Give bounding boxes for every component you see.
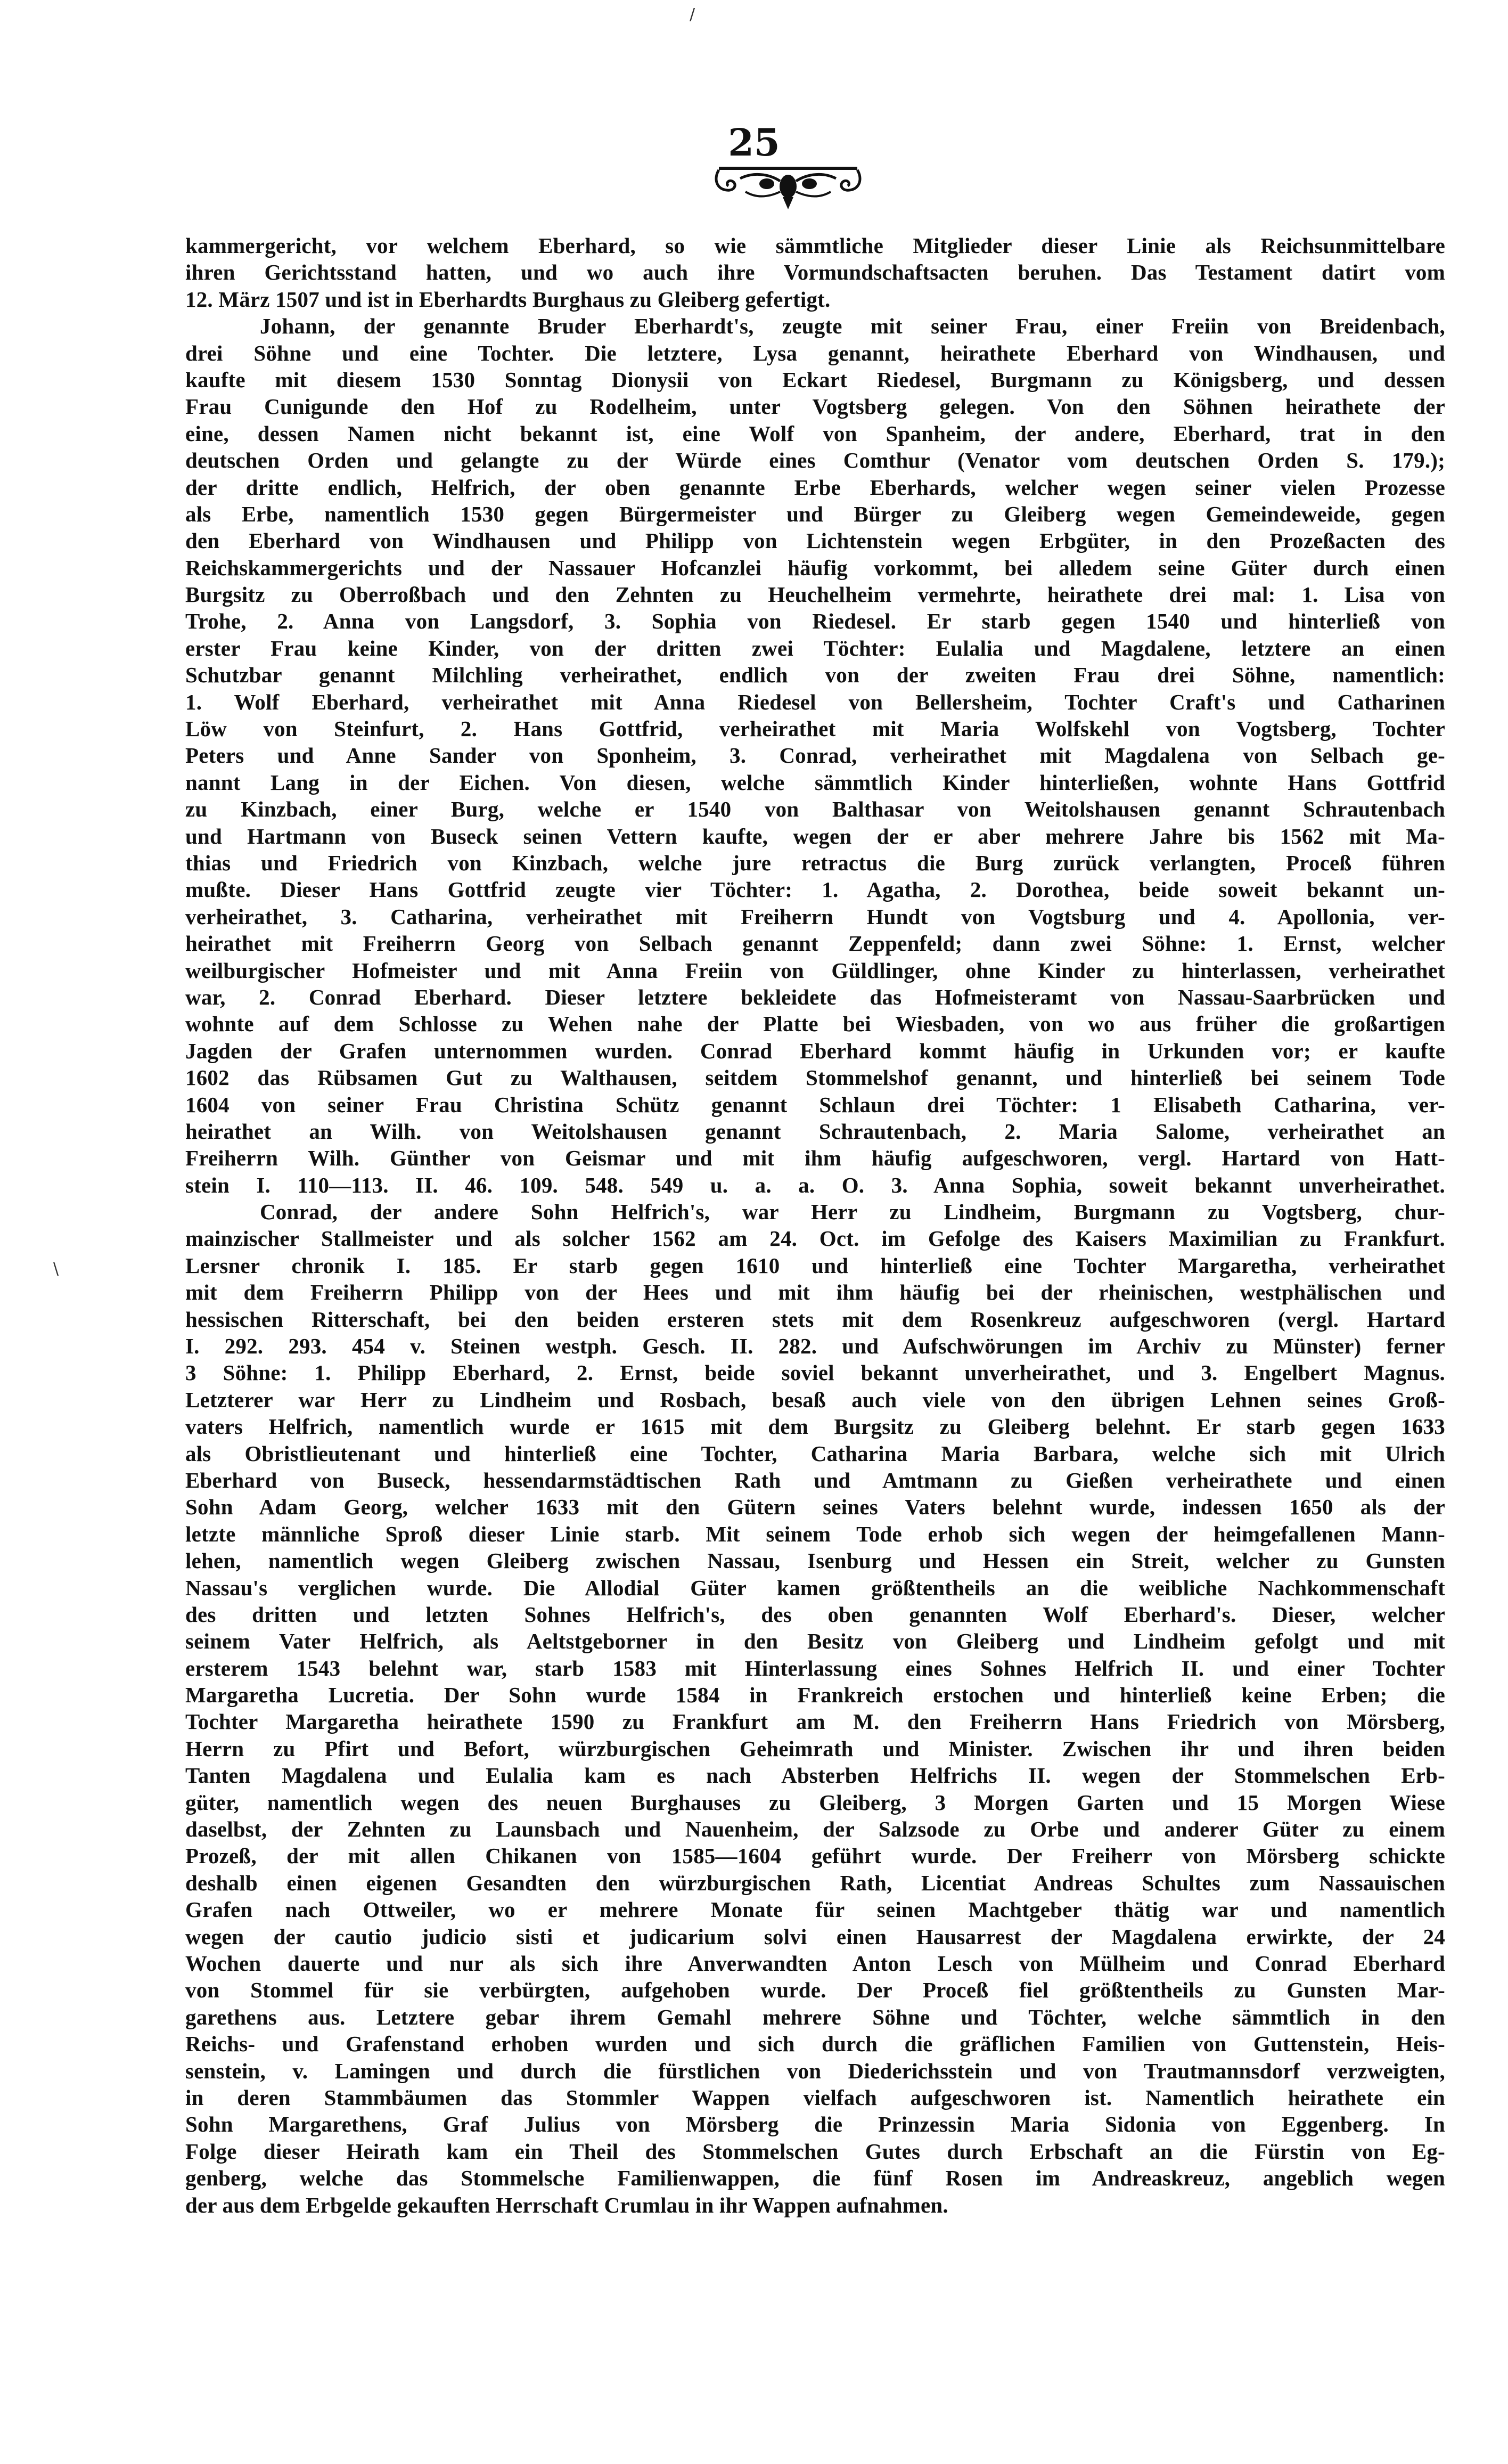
text-line: Sohn Margarethens, Graf Julius von Mörsberg die Prinzessin Maria Sidonia von Eggenberg. In [185,2112,1445,2137]
text-line: Löw von Steinfurt, 2. Hans Gottfrid, verheirathet mit Maria Wolfskehl von Vogtsberg, Tochter [185,716,1445,741]
text-line: I. 292. 293. 454 v. Steinen westph. Gesch. II. 282. und Aufschwörungen im Archiv zu Münster) ferner [185,1334,1445,1359]
text-line: güter, namentlich wegen des neuen Burghauses zu Gleiberg, 3 Morgen Garten und 15 Morgen Wiese [185,1790,1445,1815]
text-line: Prozeß, der mit allen Chikanen von 1585—1604 geführt wurde. Der Freiherr von Mörsberg schickte [185,1843,1445,1869]
text-line: Conrad, der andere Sohn Helfrich's, war Herr zu Lindheim, Burgmann zu Vogtsberg, chur- [260,1200,1445,1225]
text-line: drei Söhne und eine Tochter. Die letztere, Lysa genannt, heirathete Eberhard von Windhausen, und [185,340,1445,365]
text-line: ihren Gerichtsstand hatten, und wo auch ihre Vormundschaftsacten beruhen. Das Testament datirt vom [185,260,1445,285]
text-line: heirathet an Wilh. von Weitolshausen genannt Schrautenbach, 2. Maria Salome, verheirathet an [185,1119,1445,1144]
text-line: lehen, namentlich wegen Gleiberg zwischen Nassau, Isenburg und Hessen ein Streit, welcher zu Gunsten [185,1548,1445,1573]
text-line: Letzterer war Herr zu Lindheim und Rosbach, besaß auch viele von den übrigen Lehnen seines Groß- [185,1387,1445,1412]
text-line: wegen der cautio judicio sisti et judicarium solvi einen Hausarrest der Magdalena erwirkte, der 24 [185,1924,1445,1949]
decorative-ornament [708,162,868,210]
text-line: der dritte endlich, Helfrich, der oben genannte Erbe Eberhards, welcher wegen seiner vielen Prozesse [185,475,1445,500]
text-line: zu Kinzbach, einer Burg, welche er 1540 von Balthasar von Weitolshausen genannt Schrautenbach [185,797,1445,822]
text-line: mainzischer Stallmeister und als solcher 1562 am 24. Oct. im Gefolge des Kaisers Maximilian zu Frankfurt. [185,1226,1445,1251]
text-line: letzte männliche Sproß dieser Linie starb. Mit seinem Tode erhob sich wegen der heimgefallenen Mann- [185,1521,1445,1546]
text-line: Herrn zu Pfirt und Befort, würzburgischen Geheimrath und Minister. Zwischen ihr und ihren beiden [185,1736,1445,1761]
text-line: der aus dem Erbgelde gekauften Herrschaft Crumlau in ihr Wappen aufnahmen. [185,2192,948,2217]
text-line: Eberhard von Buseck, hessendarmstädtischen Rath und Amtmann zu Gießen verheirathete und einen [185,1467,1445,1492]
text-line: deshalb einen eigenen Gesandten den würzburgischen Rath, Licentiat Andreas Schultes zum Nassauischen [185,1870,1445,1895]
text-line: von Stommel für sie verbürgten, aufgehoben wurde. Der Proceß fiel größtentheils zu Gunsten Mar- [185,1978,1445,2003]
text-line: verheirathet, 3. Catharina, verheirathet mit Freiherrn Hundt von Vogtsburg und 4. Apollonia, ver- [185,904,1445,929]
scan-mark: / [690,5,695,24]
text-line: thias und Friedrich von Kinzbach, welche jure retractus die Burg zurück verlangten, Proceß führen [185,850,1445,875]
text-line: Johann, der genannte Bruder Eberhardt's, zeugte mit seiner Frau, einer Freiin von Breidenbach, [260,314,1445,339]
scan-mark: \ [53,1260,59,1278]
text-line: Nassau's verglichen wurde. Die Allodial Güter kamen größtentheils an die weibliche Nachkommenschaft [185,1575,1445,1600]
text-line: wohnte auf dem Schlosse zu Wehen nahe der Platte bei Wiesbaden, von wo aus früher die großartigen [185,1011,1445,1037]
text-line: eine, dessen Namen nicht bekannt ist, eine Wolf von Spanheim, der andere, Eberhard, trat in den [185,421,1445,446]
text-line: Jagden der Grafen unternommen wurden. Conrad Eberhard kommt häufig in Urkunden vor; er kaufte [185,1038,1445,1063]
text-line: 1604 von seiner Frau Christina Schütz genannt Schlaun drei Töchter: 1 Elisabeth Catharina, ver- [185,1092,1445,1117]
text-line: Grafen nach Ottweiler, wo er mehrere Monate für seinen Machtgeber thätig war und namentlich [185,1897,1445,1922]
text-line: kaufte mit diesem 1530 Sonntag Dionysii von Eckart Riedesel, Burgmann zu Königsberg, und dessen [185,367,1445,392]
text-line: vaters Helfrich, namentlich wurde er 1615 mit dem Burgsitz zu Gleiberg belehnt. Er starb gegen 1633 [185,1414,1445,1439]
text-line: Tanten Magdalena und Eulalia kam es nach Absterben Helfrichs II. wegen der Stommelschen Erb- [185,1763,1445,1788]
text-line: Frau Cunigunde den Hof zu Rodelheim, unter Vogtsberg gelegen. Von den Söhnen heirathete der [185,394,1445,419]
text-line: seinem Vater Helfrich, als Aeltstgeborner in den Besitz von Gleiberg und Lindheim gefolgt und mit [185,1629,1445,1654]
text-line: erster Frau keine Kinder, von der dritten zwei Töchter: Eulalia und Magdalene, letztere an einen [185,635,1445,660]
text-line: des dritten und letzten Sohnes Helfrich's, des oben genannten Wolf Eberhard's. Dieser, welcher [185,1602,1445,1627]
text-line: genberg, welche das Stommelsche Familienwappen, die fünf Rosen im Andreaskreuz, angeblich wegen [185,2166,1445,2191]
text-line: Freiherrn Wilh. Günther von Geismar und mit ihm häufig aufgeschworen, vergl. Hartard von Hatt- [185,1146,1445,1171]
text-line: Burgsitz zu Oberroßbach und den Zehnten zu Heuchelheim vermehrte, heirathete drei mal: 1. Lisa von [185,582,1445,607]
text-line: in deren Stammbäumen das Stommler Wappen vielfach aufgeschworen ist. Namentlich heirathete ein [185,2085,1445,2110]
text-line: senstein, v. Lamingen und durch die fürstlichen von Diederichsstein und von Trautmannsdorf verzweigten, [185,2058,1445,2083]
text-line: weilburgischer Hofmeister und mit Anna Freiin von Güldlinger, ohne Kinder zu hinterlassen, verheirathet [185,958,1445,983]
text-line: Wochen dauerte und nur als sich ihre Anverwandten Anton Lesch von Mülheim und Conrad Eberhard [185,1951,1445,1976]
text-line: Trohe, 2. Anna von Langsdorf, 3. Sophia von Riedesel. Er starb gegen 1540 und hinterließ von [185,609,1445,634]
body-text [185,232,1445,2218]
text-line: den Eberhard von Windhausen und Philipp von Lichtenstein wegen Erbgüter, in den Prozeßacten des [185,528,1445,553]
text-line: Reichskammergerichts und der Nassauer Hofcanzlei häufig vorkommt, bei alledem seine Güter durch einen [185,555,1445,580]
text-line: Tochter Margaretha heirathete 1590 zu Frankfurt am M. den Freiherrn Hans Friedrich von Mörsberg, [185,1709,1445,1734]
text-line: 3 Söhne: 1. Philipp Eberhard, 2. Ernst, beide soviel bekannt unverheirathet, und 3. Engelbert Magnus. [185,1360,1445,1385]
text-line: kammergericht, vor welchem Eberhard, so wie sämmtliche Mitglieder dieser Linie als Reichsunmittelbare [185,233,1445,258]
text-line: mußte. Dieser Hans Gottfrid zeugte vier Töchter: 1. Agatha, 2. Dorothea, beide soweit bekannt un- [185,877,1445,902]
text-line: nannt Lang in der Eichen. Von diesen, welche sämmtlich Kinder hinterließen, wohnte Hans Gottfrid [185,770,1445,795]
text-line: 1. Wolf Eberhard, verheirathet mit Anna Riedesel von Bellersheim, Tochter Craft's und Catharinen [185,689,1445,714]
text-line: ersterem 1543 belehnt war, starb 1583 mit Hinterlassung eines Sohnes Helfrich II. und einer Tochter [185,1655,1445,1680]
page-number: 25 [728,120,780,165]
text-line: hessischen Ritterschaft, bei den beiden ersteren stets mit dem Rosenkreuz aufgeschworen (vergl. Hartard [185,1307,1445,1332]
text-line: Folge dieser Heirath kam ein Theil des Stommelschen Gutes durch Erbschaft an die Fürstin von Eg- [185,2139,1445,2164]
text-line: Margaretha Lucretia. Der Sohn wurde 1584 in Frankreich erstochen und hinterließ keine Erben; die [185,1683,1445,1708]
text-line: 12. März 1507 und ist in Eberhardts Burghaus zu Gleiberg gefertigt. [185,287,831,312]
text-line: und Hartmann von Buseck seinen Vettern kaufte, wegen der er aber mehrere Jahre bis 1562 mit Ma- [185,823,1445,848]
text-line: stein I. 110—113. II. 46. 109. 548. 549 u. a. a. O. 3. Anna Sophia, soweit bekannt unverheirathet. [185,1172,1445,1197]
text-line: garethens aus. Letztere gebar ihrem Gemahl mehrere Söhne und Töchter, welche sämmtlich in den [185,2004,1445,2029]
text-line: 1602 das Rübsamen Gut zu Walthausen, seitdem Stommelshof genannt, und hinterließ bei seinem Tode [185,1065,1445,1090]
text-line: Lersner chronik I. 185. Er starb gegen 1610 und hinterließ eine Tochter Margaretha, verheirathet [185,1253,1445,1278]
text-line: als Erbe, namentlich 1530 gegen Bürgermeister und Bürger zu Gleiberg wegen Gemeindeweide, gegen [185,501,1445,526]
text-line: deutschen Orden und gelangte zu der Würde eines Comthur (Venator vom deutschen Orden S. 179.); [185,448,1445,473]
text-line: Reichs- und Grafenstand erhoben wurden und sich durch die gräflichen Familien von Guttenstein, Heis- [185,2031,1445,2057]
text-line: heirathet mit Freiherrn Georg von Selbach genannt Zeppenfeld; dann zwei Söhne: 1. Ernst, welcher [185,931,1445,956]
text-line: Peters und Anne Sander von Sponheim, 3. Conrad, verheirathet mit Magdalena von Selbach ge- [185,743,1445,768]
text-line: war, 2. Conrad Eberhard. Dieser letztere bekleidete das Hofmeisteramt von Nassau-Saarbrücken und [185,984,1445,1009]
text-line: daselbst, der Zehnten zu Launsbach und Nauenheim, der Salzsode zu Orbe und anderer Güter zu einem [185,1817,1445,1842]
text-line: Schutzbar genannt Milchling verheirathet, endlich von der zweiten Frau drei Söhne, namentlich: [185,663,1445,688]
text-line: Sohn Adam Georg, welcher 1633 mit den Gütern seines Vaters belehnt wurde, indessen 1650 als der [185,1495,1445,1520]
text-line: mit dem Freiherrn Philipp von der Hees und mit ihm häufig bei der rheinischen, westphälischen und [185,1280,1445,1305]
text-line: als Obristlieutenant und hinterließ eine Tochter, Catharina Maria Barbara, welche sich mit Ulrich [185,1441,1445,1466]
